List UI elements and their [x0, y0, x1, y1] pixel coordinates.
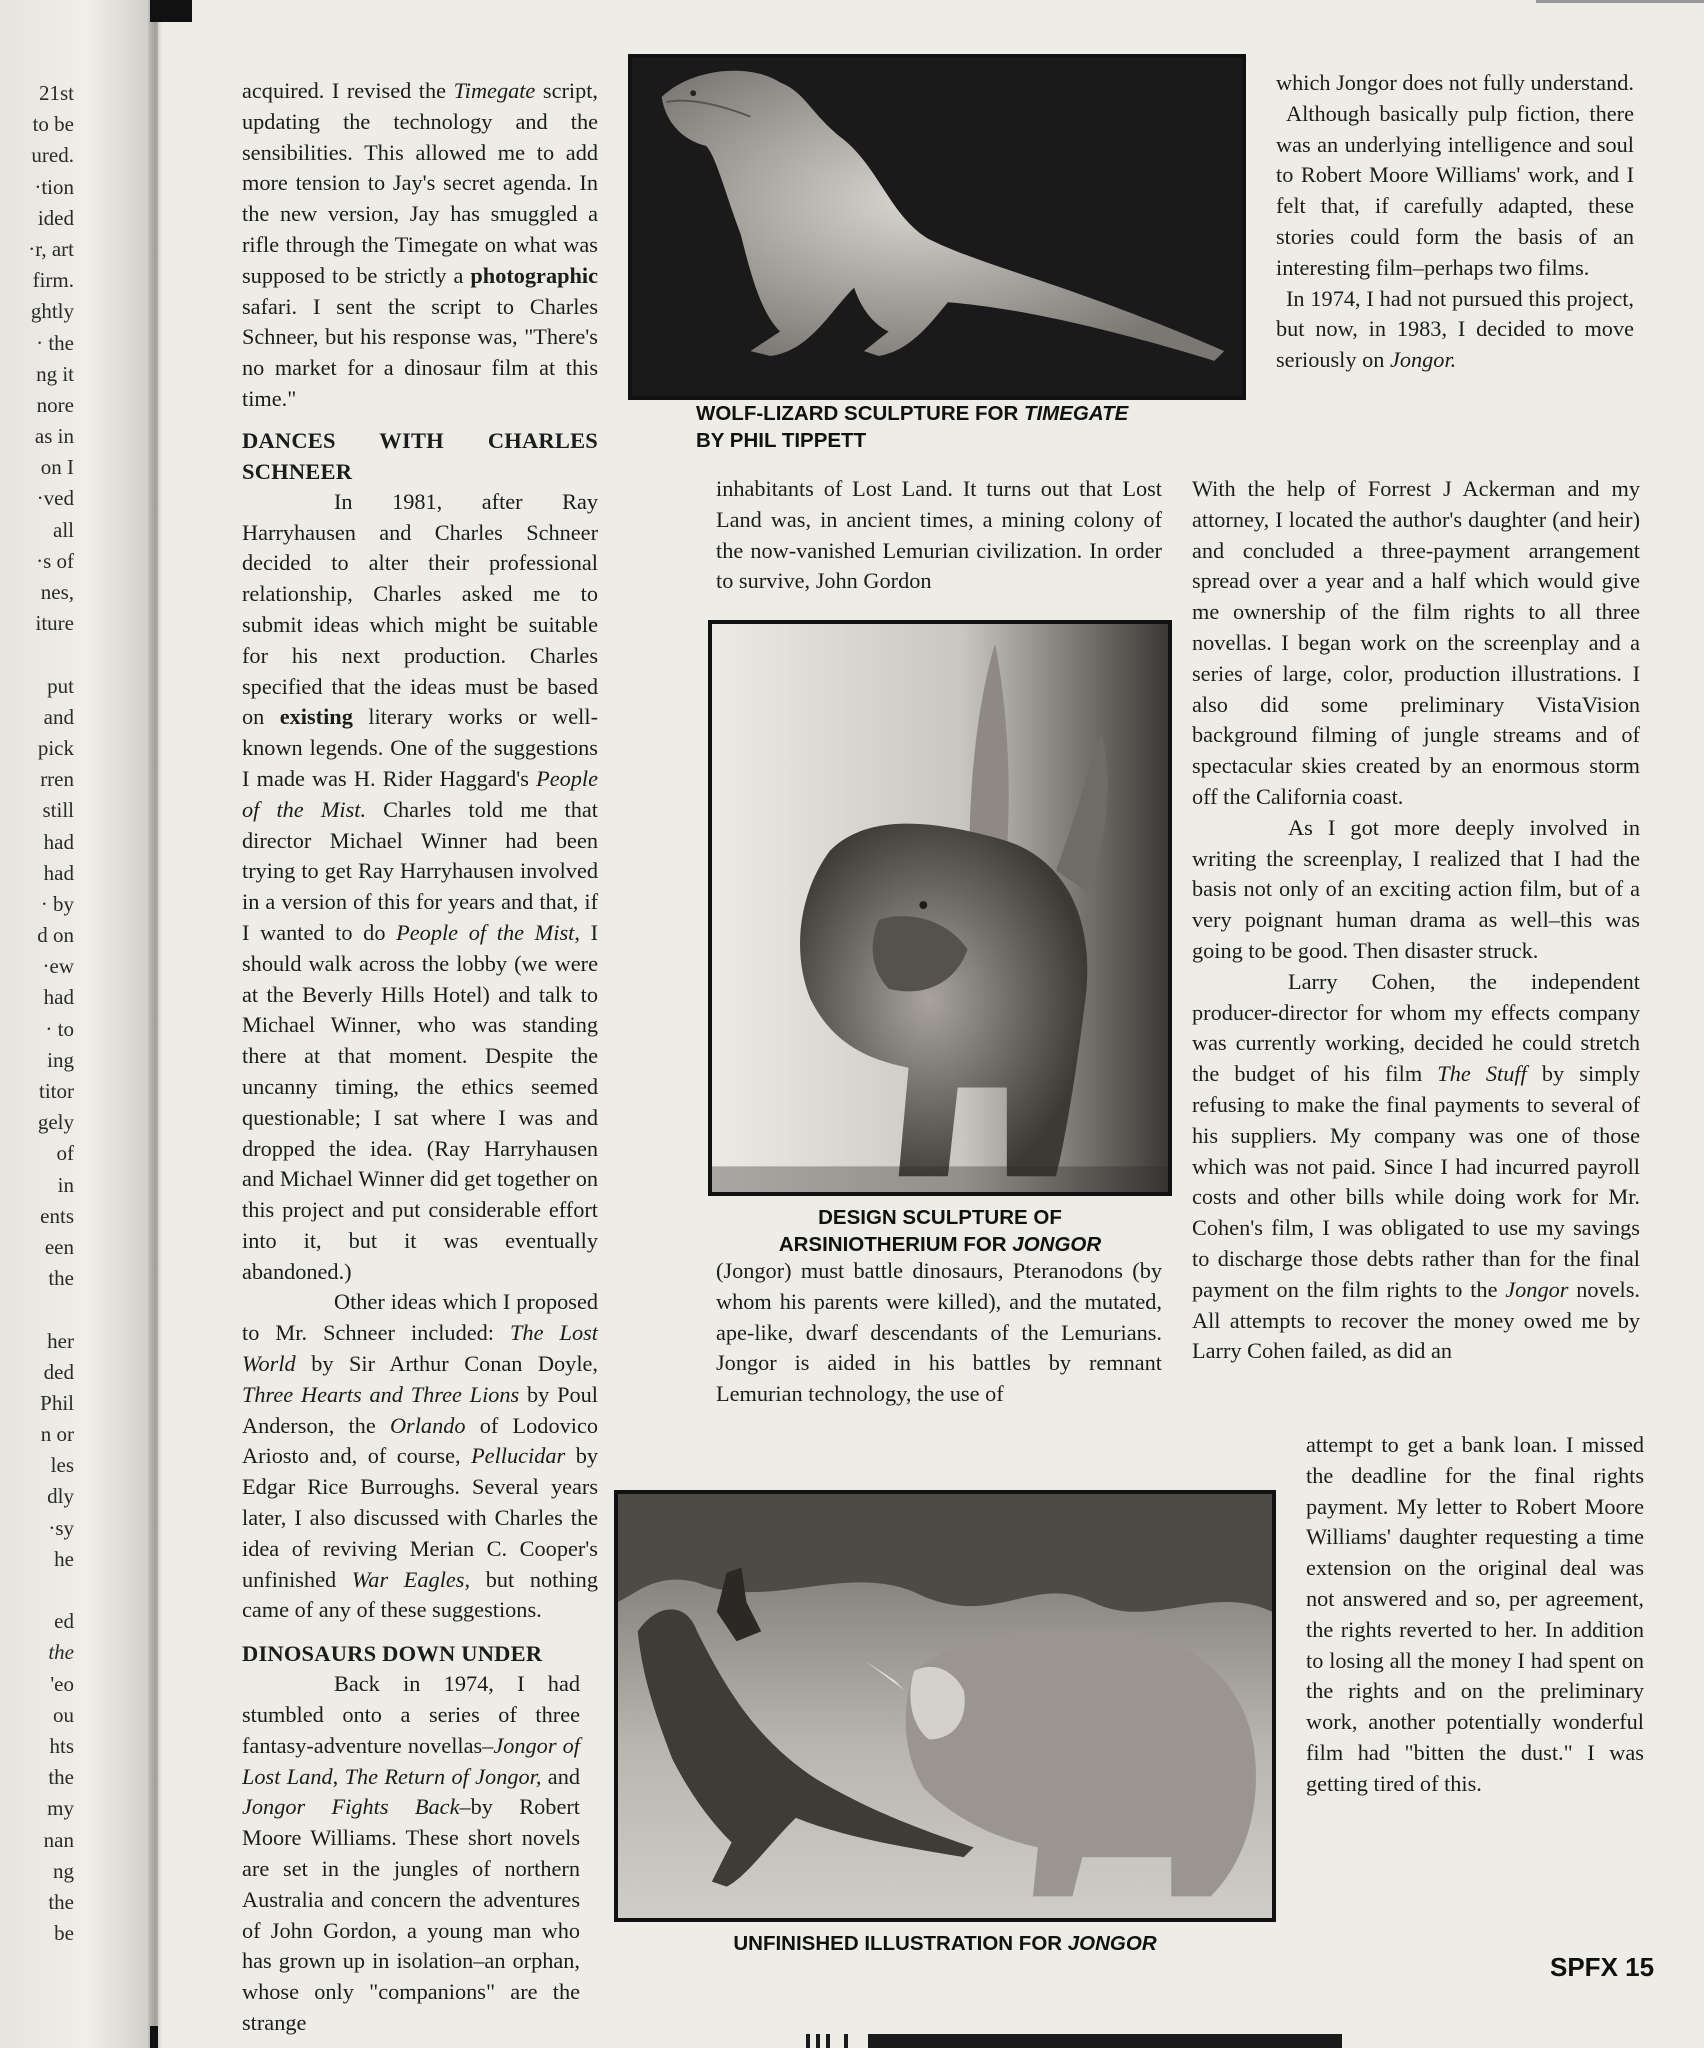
edge-text-line [0, 1575, 74, 1606]
edge-text-line: put [47, 673, 74, 698]
edge-text-line: Phil [40, 1390, 74, 1415]
section-heading: DINOSAURS DOWN UNDER [242, 1641, 543, 1667]
photo-caption: DESIGN SCULPTURE OF ARSINIOTHERIUM FOR JONGOR [778, 1206, 1102, 1256]
edge-text-line: still [42, 798, 74, 823]
edge-text-line: d on [37, 923, 74, 948]
edge-text-line: ·s of [36, 548, 74, 573]
page-folio: SPFX 15 [1550, 1952, 1655, 1982]
section-heading: DANCES WITH CHARLES SCHNEER [242, 427, 598, 484]
edge-text-line: in [57, 1172, 74, 1197]
edge-text-line: ·ved [36, 486, 74, 511]
edge-text-line: be [54, 1921, 74, 1946]
facing-page-text-fragment [0, 78, 74, 1949]
edge-text-line: he [54, 1546, 74, 1571]
edge-text-line: ng it [36, 361, 74, 386]
article-column-3-wide [1192, 474, 1640, 1367]
edge-text-line: rren [40, 767, 74, 792]
paragraph: attempt to get a bank loan. I missed the deadline for the final rights payment. My letter to Robert Moore Williams' daughter requesting a time extension on the original deal was not answered and so, per agreement, the rights reverted to her. In addition to losing all the money I had spent on the rights and on the preliminary work, another potentially wonderful film had "bitten the dust." I was getting tired of this. [1306, 1432, 1644, 1796]
edge-text-line: ·sy [48, 1515, 74, 1540]
paragraph: inhabitants of Lost Land. It turns out that Lost Land was, in ancient times, a mining colony of the now-vanished Lemurian civilization. In order to survive, John Gordon [716, 476, 1162, 594]
wolf-lizard-illustration [632, 58, 1242, 396]
article-column-3-wrap [1306, 1430, 1644, 1800]
edge-text-line: hts [49, 1733, 74, 1758]
page-edge-line [1536, 0, 1704, 3]
edge-text-line: all [53, 517, 74, 542]
edge-text-line: ed [54, 1609, 74, 1634]
edge-text-line [0, 639, 74, 670]
edge-text-line: ng [53, 1858, 74, 1883]
edge-text-line: ·tion [34, 174, 74, 199]
registration-mark [826, 2034, 830, 2048]
paragraph: acquired. I revised the Timegate script, updating the technology and the sensibilities. This allowed me to add more tension to Jay's secret agenda. In the new version, Jay has smuggled a rifle through the Timegate on what was supposed to be strictly a photographic safari. I sent the script to Charles Schneer, but his response was, "There's no market for a dinosaur film at this time." [242, 78, 599, 411]
jongor-illustration-photo [614, 1490, 1276, 1922]
registration-mark [816, 2034, 820, 2048]
article-column-3 [1276, 68, 1634, 376]
paragraph: In 1981, after Ray Harryhausen and Charles Schneer decided to alter their professional relationship, Charles asked me to submit ideas which might be suitable for his next production. Charles specified that the ideas must be based on existing literary works or well-known legends. One of the suggestions I made was H. Rider Haggard's People of the Mist. Charles told me that director Michael Winner had been trying to get Ray Harryhausen involved in a version of this for years and that, if I wanted to do People of the Mist, I should walk across the lobby (we were at the Beverly Hills Hotel) and talk to Michael Winner, who was standing there at that moment. Despite the uncanny timing, the ethics seemed questionable; I sat where I was and dropped the idea. (Ray Harryhausen and Michael Winner did get together on this project and put considerable effort into it, but it was eventually abandoned.) [242, 488, 598, 1284]
edge-text-line: ded [43, 1359, 74, 1384]
edge-text-line: · by [40, 891, 74, 916]
edge-text-line: pick [37, 735, 74, 760]
edge-text-line: nan [43, 1827, 74, 1852]
registration-mark [844, 2034, 848, 2048]
edge-text-line: ents [40, 1203, 74, 1228]
edge-text-line: nore [36, 392, 74, 417]
photo-caption: UNFINISHED ILLUSTRATION FOR JONGOR [733, 1932, 1157, 1955]
edge-text-line: ghtly [30, 299, 74, 324]
edge-text-line: the [48, 1266, 74, 1291]
jongor-illustration [618, 1494, 1272, 1918]
edge-text-line: · to [45, 1016, 74, 1041]
registration-mark [150, 2026, 158, 2048]
registration-mark [868, 2034, 1342, 2048]
edge-text-line: dly [47, 1484, 74, 1509]
edge-text-line: gely [37, 1110, 74, 1135]
paragraph: With the help of Forrest J Ackerman and my attorney, I located the author's daughter (and heir) and concluded a three-payment arrangement spread over a year and a half which would give me ownership of the film rights to all three novellas. I began work on the screenplay and a series of large, color, production illustrations. I also did some preliminary VistaVision background filming of jungle streams and of spectacular skies created by an enormous storm off the California coast. [1192, 476, 1640, 809]
edge-text-line: as in [34, 424, 74, 449]
paragraph: Other ideas which I proposed to Mr. Schneer included: The Lost World by Sir Arthur Conan Doyle, Three Hearts and Three Lions by Poul Anderson, the Orlando of Lodovico Ariosto and, of course, Pellucidar by Edgar Rice Burroughs. Several years later, I also discussed with Charles the idea of reviving Merian C. Cooper's unfinished War Eagles, but nothing came of any of these suggestions. [242, 1289, 598, 1623]
edge-text-line: the [48, 1889, 74, 1914]
edge-text-line: her [47, 1328, 74, 1353]
edge-text-line: to be [32, 112, 74, 137]
registration-mark [806, 2034, 810, 2048]
paragraph: Back in 1974, I had stumbled onto a series of three fantasy-adventure novellas–Jongor of Lost Land, The Return of Jongor, and Jongor Fights Back–by Robert Moore Williams. These short novels are set in the jungles of northern Australia and concern the adventures of John Gordon, a young man who has grown up in isolation–an orphan, whose only "companions" are the strange [242, 1671, 580, 2036]
edge-text-line: my [47, 1796, 74, 1821]
photo-caption: WOLF-LIZARD SCULPTURE FOR TIMEGATE BY PHIL TIPPETT [696, 402, 1129, 452]
edge-text-line: of [56, 1141, 74, 1166]
article-column-2-continued [716, 1256, 1162, 1410]
edge-text-line: the [48, 1765, 74, 1790]
edge-text-line: ·r, art [28, 236, 74, 261]
edge-text-line: ided [37, 205, 74, 230]
edge-text-line: ured. [31, 143, 74, 168]
paragraph: As I got more deeply involved in writing the screenplay, I realized that I had the basis not only of an exciting action film, but of a very poignant human drama as well–this was going to be good. Then disaster struck. [1192, 814, 1640, 963]
edge-text-line: ing [47, 1047, 74, 1072]
edge-text-line: nes, [40, 580, 74, 604]
wolf-lizard-photo [628, 54, 1246, 400]
edge-text-line: had [43, 829, 74, 854]
paragraph: (Jongor) must battle dinosaurs, Pteranodons (by whom his parents were killed), and the mutated, ape-like, dwarf descendants of the Lemurians. Jongor is aided in his battles by remnant Lemurian technology, the use of [716, 1258, 1162, 1407]
edge-text-line: had [43, 860, 74, 885]
paragraph: Larry Cohen, the independent producer-director for whom my effects company was currently working, decided he could stretch the budget of his film The Stuff by simply refusing to make the final payments to several of his suppliers. My company was one of those which was not paid. Since I had incurred payroll costs and other bills while doing work for Mr. Cohen's film, I was obligated to use my savings to discharge those debts rather than for the final payment on the film rights to the Jongor novels. All attempts to recover the money owed me by Larry Cohen failed, as did an [1192, 968, 1640, 1364]
edge-text-line: on I [40, 455, 74, 480]
edge-text-line: titor [39, 1079, 74, 1103]
edge-text-line: · the [36, 330, 74, 355]
article-column-2 [716, 474, 1162, 597]
gutter-shadow [148, 0, 162, 2048]
edge-text-line: ·ew [42, 954, 74, 979]
edge-text-line: firm. [32, 268, 74, 293]
edge-text-line: 'eo [50, 1671, 74, 1696]
edge-text-line: had [43, 985, 74, 1010]
edge-text-line: iture [35, 611, 74, 636]
edge-text-line: een [44, 1234, 74, 1259]
edge-text-line: 21st [38, 81, 74, 105]
edge-text-line: ou [53, 1702, 74, 1727]
edge-text-line [0, 1294, 74, 1325]
arsinoitherium-illustration [712, 624, 1168, 1192]
edge-text-line: the [48, 1640, 74, 1665]
paragraph: which Jongor does not fully understand. [1276, 70, 1634, 95]
edge-text-line: n or [40, 1422, 74, 1447]
paragraph: In 1974, I had not pursued this project, but now, in 1983, I decided to move seriously on Jongor. [1276, 285, 1634, 373]
edge-text-line: and [43, 704, 74, 729]
arsinoitherium-photo [708, 620, 1172, 1196]
article-column-1 [242, 76, 598, 2039]
registration-mark [150, 0, 192, 22]
paragraph: Although basically pulp fiction, there was an underlying intelligence and soul to Robert Moore Williams' work, and I felt that, if carefully adapted, these stories could form the basis of an interesting film–perhaps two films. [1276, 100, 1634, 280]
edge-text-line: les [50, 1453, 74, 1478]
